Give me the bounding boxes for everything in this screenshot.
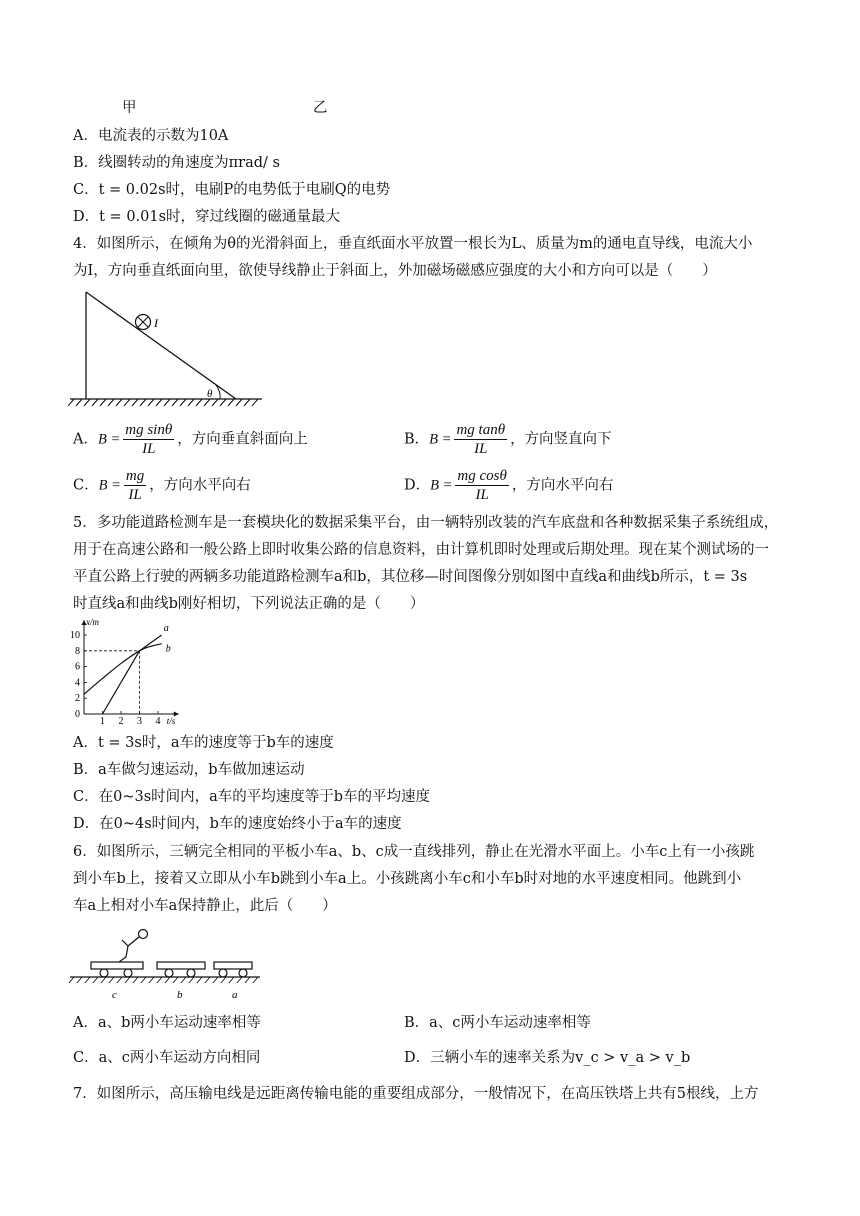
q5-stem-line-2: 用于在高速公路和一般公路上即时收集公路的信息资料，由计算机即时处理或后期处理。现在某个测试场的一 bbox=[73, 542, 769, 558]
q4-option-a: A．B = $\frac{\text{mg sinθ}}{IL}$ ，方向垂直斜面向上 bbox=[73, 422, 308, 457]
q4-option-c: C．B = $\frac{mg}{IL}$ ，方向水平向右 bbox=[73, 468, 251, 503]
cart-a bbox=[214, 962, 252, 977]
q6-option-c: C．a、c两小车运动方向相同 bbox=[73, 1050, 261, 1066]
q7-stem-line-1: 7．如图所示，高压输电线是远距离传输电能的重要组成部分，一般情况下，在高压铁塔上共有5根线，上方 bbox=[73, 1086, 759, 1102]
current-into-page-icon bbox=[136, 315, 151, 330]
cart-label-a: a bbox=[232, 989, 238, 1001]
series-a-label: a bbox=[163, 623, 169, 634]
q6-option-b: B．a、c两小车运动速率相等 bbox=[404, 1015, 591, 1031]
q6-option-d: D．三辆小车的速率关系为v_c > v_a > v_b bbox=[404, 1050, 691, 1066]
x-tick-label: 4 bbox=[155, 716, 161, 727]
q5-option-c: C．在0~3s时间内，a车的平均速度等于b车的平均速度 bbox=[73, 789, 431, 805]
y-tick-label: 10 bbox=[70, 630, 80, 641]
figure-label-jia: 甲 bbox=[122, 100, 137, 116]
q5-option-a: A．t = 3s时，a车的速度等于b车的速度 bbox=[73, 735, 334, 751]
q5-stem-line-1: 5．多功能道路检测车是一套模块化的数据采集平台，由一辆特别改装的汽车底盘和各种数据采集子系统组成， bbox=[73, 515, 779, 531]
y-tick-label: 8 bbox=[75, 645, 80, 657]
cart-label-c: c bbox=[112, 989, 117, 1001]
prev-option-c: C．t = 0.02s时，电刷P的电势低于电刷Q的电势 bbox=[73, 182, 391, 198]
q5-option-d: D．在0~4s时间内，b车的速度始终小于a车的速度 bbox=[73, 816, 402, 832]
q5-stem-line-3: 平直公路上行驶的两辆多功能道路检测车a和b，其位移—时间图像分别如图中直线a和曲线b所示，t = 3s bbox=[73, 569, 748, 585]
y-tick-label: 6 bbox=[75, 661, 80, 673]
y-tick-label: 2 bbox=[75, 693, 80, 705]
series-a-line bbox=[103, 635, 162, 714]
figure-label-yi: 乙 bbox=[313, 100, 328, 116]
x-tick-label: 1 bbox=[100, 716, 105, 727]
series-b-line bbox=[84, 644, 162, 695]
q6-option-a: A．a、b两小车运动速率相等 bbox=[73, 1015, 261, 1031]
q6-stem-line-1: 6．如图所示，三辆完全相同的平板小车a、b、c成一直线排列，静止在光滑水平面上。小车c上有一小孩跳 bbox=[73, 844, 755, 860]
carts-figure bbox=[66, 924, 266, 1004]
q5-option-b: B．a车做匀速运动，b车做加速运动 bbox=[73, 762, 305, 778]
x-axis-label: t/s bbox=[166, 716, 176, 726]
incline-figure bbox=[68, 286, 268, 410]
current-label: I bbox=[154, 316, 158, 330]
cart-b bbox=[157, 962, 205, 977]
child-figure bbox=[119, 930, 148, 963]
q5-stem-line-4: 时直线a和曲线b刚好相切，下列说法正确的是（ ） bbox=[73, 596, 425, 612]
x-tick-label: 3 bbox=[137, 716, 142, 727]
prev-option-a: A．电流表的示数为10A bbox=[73, 128, 229, 144]
q4-option-d: D．B = $\frac{\text{mg cosθ}}{IL}$ ，方向水平向右 bbox=[404, 468, 614, 503]
prev-option-d: D．t = 0.01s时，穿过线圈的磁通量最大 bbox=[73, 209, 341, 225]
q4-stem-line-2: 为I，方向垂直纸面向里，欲使导线静止于斜面上，外加磁场磁感应强度的大小和方向可以是（ ） bbox=[73, 263, 717, 279]
y-tick-label: 4 bbox=[75, 677, 80, 689]
q6-stem-line-3: 车a上相对小车a保持静止，此后（ ） bbox=[73, 898, 337, 914]
angle-label: θ bbox=[207, 388, 213, 400]
q4-option-b: B．B = $\frac{\text{mg tanθ}}{IL}$ ，方向竖直向下 bbox=[404, 422, 612, 457]
series-b-label: b bbox=[165, 643, 171, 655]
y-axis-label: x/m bbox=[86, 617, 99, 627]
q4-stem-line-1: 4．如图所示，在倾角为θ的光滑斜面上，垂直纸面水平放置一根长为L、质量为m的通电直导线，电流大小 bbox=[73, 236, 753, 252]
position-time-chart bbox=[62, 614, 212, 728]
prev-option-b: B．线圈转动的角速度为πrad/ s bbox=[73, 155, 280, 171]
cart-label-b: b bbox=[177, 989, 183, 1001]
x-tick-label: 2 bbox=[118, 716, 124, 727]
cart-c bbox=[91, 962, 143, 977]
y-tick-label: 0 bbox=[75, 709, 80, 720]
q6-stem-line-2: 到小车b上，接着又立即从小车b跳到小车a上。小孩跳离小车c和小车b时对地的水平速度相同。他跳到小 bbox=[73, 871, 742, 887]
